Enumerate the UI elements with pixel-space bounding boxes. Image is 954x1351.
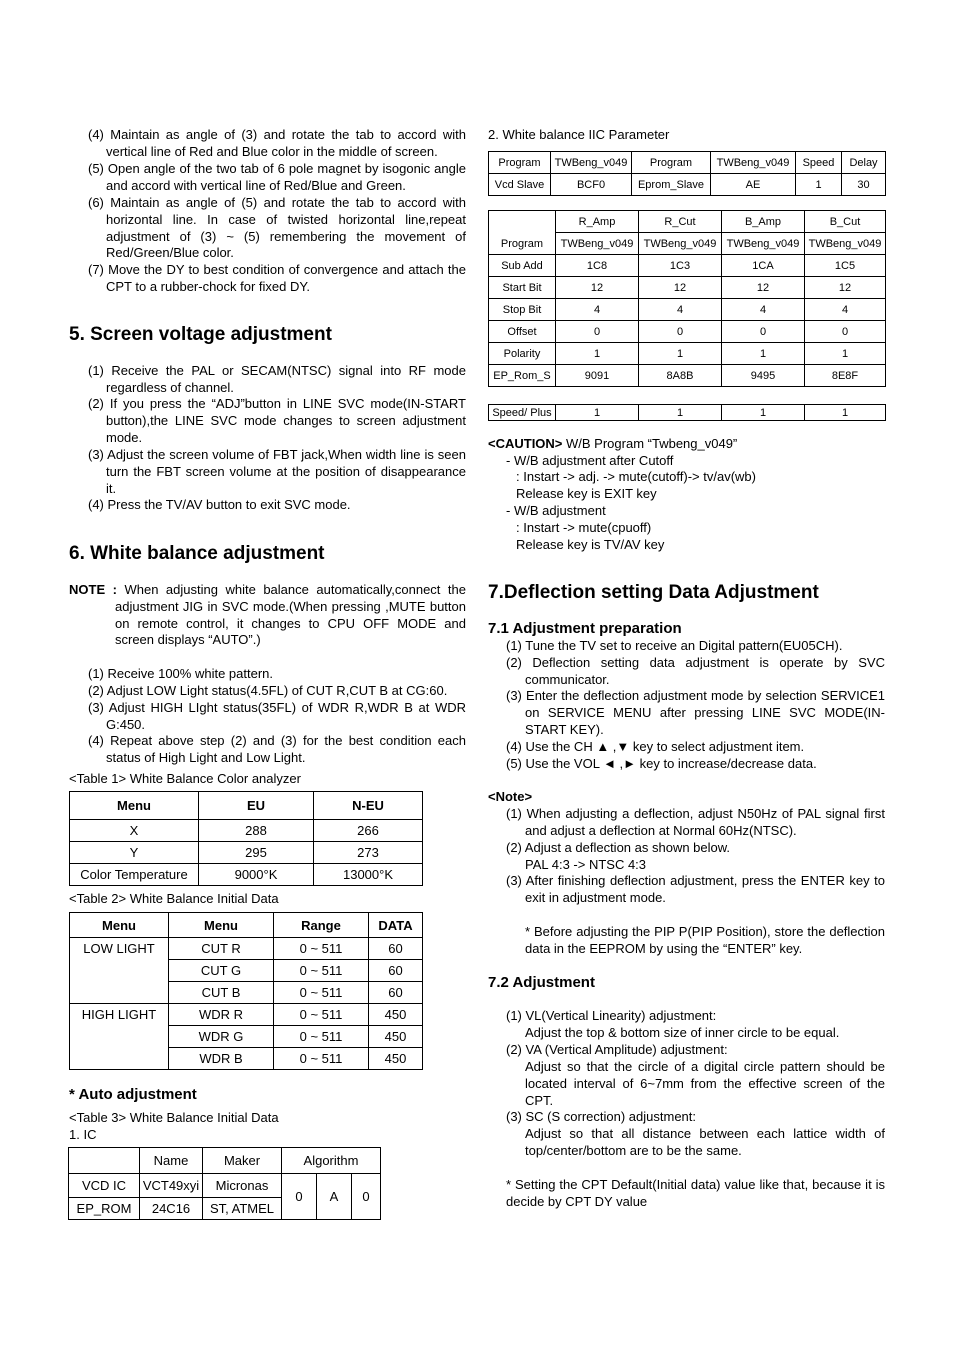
table-cell: 8A8B [639,365,722,387]
table-cell: 1 [796,174,842,196]
table-cell: AE [711,174,796,196]
wb-step-3: (3) Adjust HIGH LIght status(35FL) of WDR R,WDR B at WDR G:450. [88,700,466,732]
table-cell: CUT R [169,938,274,960]
table-cell: 12 [556,277,639,299]
table-cell: 0 [556,321,639,343]
dy-step-4: (4) Maintain as angle of (3) and rotate the tab to accord with vertical line of Red and Blue color in the middle of screen. [88,127,466,159]
table-row [489,277,886,299]
caution-item: : Instart -> mute(cpuoff) [516,520,652,535]
white-balance-heading: 6. White balance adjustment [69,543,325,564]
adj-step-2-head: (2) VA (Vertical Amplitude) adjustment: [506,1042,728,1057]
table-cell: 450 [369,1004,423,1026]
caution-item: - W/B adjustment after Cutoff [506,453,674,468]
table-cell: Stop Bit [489,299,556,321]
table-cell: ST, ATMEL [203,1198,282,1220]
adj-step-3-body: Adjust so that all distance between each lattice width of top/center/bottom are to be the same. [525,1126,885,1158]
param-table [488,210,886,387]
table-row [489,405,886,421]
table-cell: 12 [805,277,886,299]
table-cell: 1 [805,343,886,365]
prep-step-5: (5) Use the VOL ◄ ,► key to increase/decrease data. [506,756,817,771]
table-cell: 4 [722,299,805,321]
table-cell: 295 [199,842,314,864]
table-cell: 0 [639,321,722,343]
sv-step-1: (1) Receive the PAL or SECAM(NTSC) signal into RF mode regardless of channel. [88,363,466,395]
sv-step-2: (2) If you press the “ADJ”button in LINE SVC mode(IN-START button),the LINE SVC mode changes to screen adjustment mode. [88,396,466,445]
param-header: B_Amp [722,211,805,233]
table-cell: 9091 [556,365,639,387]
table-row [489,365,886,387]
table-cell: TWBeng_v049 [722,233,805,255]
adj-step-2-body: Adjust so that the circle of a digital circle pattern should be located interval of 6~7mm from the effective screen of the CPT. [525,1059,885,1108]
table-cell: 13000°K [314,864,423,886]
table-cell: 0 ~ 511 [274,938,369,960]
adjustment-heading: 7.2 Adjustment [488,974,595,991]
table2-header: Menu [70,913,169,938]
table1-header: N-EU [314,792,423,820]
table-cell: 0 ~ 511 [274,1026,369,1048]
table-cell: Program [489,211,556,255]
table-cell: 9495 [722,365,805,387]
table-cell: WDR B [169,1048,274,1070]
table-row [70,820,423,842]
table-cell: 450 [369,1026,423,1048]
table-cell: EP_ROM [69,1198,140,1220]
table-cell: 0 ~ 511 [274,1004,369,1026]
table1-header: Menu [70,792,199,820]
param-header: R_Cut [639,211,722,233]
table-cell: 8E8F [805,365,886,387]
table-cell: 0 [722,321,805,343]
table-cell: 1 [556,405,639,421]
table-group-cell: HIGH LIGHT [70,1004,169,1070]
caution-item: Release key is EXIT key [516,486,657,501]
table-cell: TWBeng_v049 [711,152,796,174]
table2-initial-data [69,912,423,1070]
table-cell: Micronas [203,1174,282,1198]
wb-step-2: (2) Adjust LOW Light status(4.5FL) of CUT R,CUT B at CG:60. [88,683,448,698]
table2-header: Menu [169,913,274,938]
table-cell: 1C8 [556,255,639,277]
table-row [489,152,886,174]
table-group-cell: LOW LIGHT [70,938,169,1004]
table-cell: 0 ~ 511 [274,1048,369,1070]
table-cell: 30 [842,174,886,196]
table-cell: Start Bit [489,277,556,299]
table-cell: 12 [722,277,805,299]
dy-step-7: (7) Move the DY to best condition of convergence and attach the CPT to a rubber-chock for fixed DY. [88,262,466,294]
table-cell: 450 [369,1048,423,1070]
table-cell: TWBeng_v049 [556,233,639,255]
note-step-3: (3) After finishing deflection adjustment, press the ENTER key to exit in adjustment mode. [506,873,885,905]
caution-item: - W/B adjustment [506,503,606,518]
prep-step-1: (1) Tune the TV set to receive an Digital pattern(EU05CH). [506,638,843,653]
table-cell: Speed/ Plus [489,405,556,421]
table-cell: 60 [369,982,423,1004]
table-cell: Color Temperature [70,864,199,886]
table-cell: Program [632,152,711,174]
table-cell: CUT B [169,982,274,1004]
table-cell: 4 [639,299,722,321]
wb-note: NOTE : When adjusting white balance automatically,connect the adjustment JIG in SVC mode.(When pressing ,MUTE button on remote control, it changes to CPU OFF MODE and screen displays “AUTO”.) [69,582,466,648]
caution-item: : Instart -> adj. -> mute(cutoff)-> tv/av(wb) [516,469,756,484]
wb-step-4: (4) Repeat above step (2) and (3) for the best condition each status of High Light and Low Light. [88,733,466,765]
table-cell: Y [70,842,199,864]
dy-step-6: (6) Maintain as angle of (5) and rotate the tab to accord with horizontal line. In case of twisted horizontal line,repeat adjustment of (3) ~ (5) remembering the movement of Red/Green/Blue color. [88,195,466,261]
table3-header: Maker [203,1148,282,1174]
table-row [69,1174,381,1198]
iic-table [488,151,886,196]
note-step-1: (1) When adjusting a deflection, adjust N50Hz of PAL signal first and adjust a deflection at Normal 60Hz(NTSC). [506,806,885,838]
param-header: B_Cut [805,211,886,233]
table1-color-analyzer [69,791,423,886]
table-cell: Program [489,152,551,174]
wb-step-1: (1) Receive 100% white pattern. [88,666,273,681]
table-row [70,864,423,886]
prep-step-3: (3) Enter the deflection adjustment mode by selection SERVICE1 on SERVICE MENU after pressing LINE SVC MODE(IN-START KEY). [506,688,885,737]
table-cell: 1CA [722,255,805,277]
ic-label: 1. IC [69,1127,97,1142]
dy-step-5: (5) Open angle of the two tab of 6 pole magnet by isogonic angle and accord with vertical line of Red/Blue and Green. [88,161,466,193]
table2-caption: <Table 2> White Balance Initial Data [69,891,279,906]
sv-step-4: (4) Press the TV/AV button to exit SVC mode. [88,497,351,512]
table-row [70,842,423,864]
note-label: <Note> [488,789,533,804]
table-cell: A [317,1174,352,1220]
table-cell: TWBeng_v049 [805,233,886,255]
table-row [489,174,886,196]
prep-step-2: (2) Deflection setting data adjustment is operate by SVC communicator. [506,655,885,687]
table-cell: 0 ~ 511 [274,982,369,1004]
table-cell: 1 [639,405,722,421]
table-cell: VCD IC [69,1174,140,1198]
table3-header: Algorithm [282,1148,381,1174]
table-cell: 24C16 [140,1198,203,1220]
table-cell: 1C5 [805,255,886,277]
table-cell: 0 [805,321,886,343]
table-cell: TWBeng_v049 [551,152,632,174]
table-cell: 60 [369,960,423,982]
table-cell: 0 [282,1174,317,1220]
table-cell: 0 [352,1174,381,1220]
table-cell: Speed [796,152,842,174]
table-row [489,343,886,365]
table-cell: 1 [556,343,639,365]
footer-note: * Setting the CPT Default(Initial data) value like that, because it is decide by CPT DY value [506,1177,885,1209]
table3-header: Name [140,1148,203,1174]
table-row [489,299,886,321]
table-cell: 266 [314,820,423,842]
table-row [489,255,886,277]
sv-step-3: (3) Adjust the screen volume of FBT jack,When width line is seen turn the FBT screen volume at the position of disappearance it. [88,447,466,496]
table-cell: 60 [369,938,423,960]
table-cell: Sub Add [489,255,556,277]
table-cell: 1 [805,405,886,421]
prep-step-4: (4) Use the CH ▲ ,▼ key to select adjustment item. [506,739,805,754]
table-cell: X [70,820,199,842]
note-step-2: (2) Adjust a deflection as shown below. [506,840,731,855]
table-cell: 1C3 [639,255,722,277]
table-cell: 9000°K [199,864,314,886]
table-row [70,938,423,960]
adj-step-3-head: (3) SC (S correction) adjustment: [506,1109,697,1124]
table-cell: BCF0 [551,174,632,196]
caution-line: <CAUTION> W/B Program “Twbeng_v049” [488,436,738,451]
table-cell: Vcd Slave [489,174,551,196]
param-header: R_Amp [556,211,639,233]
table-cell: 1 [722,405,805,421]
table-cell: WDR G [169,1026,274,1048]
table-cell: 1 [639,343,722,365]
deflection-heading: 7.Deflection setting Data Adjustment [488,582,819,603]
prep-heading: 7.1 Adjustment preparation [488,620,682,637]
iic-title: 2. White balance IIC Parameter [488,127,670,142]
table-cell: EP_Rom_S [489,365,556,387]
table-cell: VCT49xyi [140,1174,203,1198]
table1-header: EU [199,792,314,820]
adj-step-1-body: Adjust the top & bottom size of inner circle to be equal. [525,1025,840,1040]
table-row [70,1004,423,1026]
screen-voltage-heading: 5. Screen voltage adjustment [69,324,332,345]
note-sub: PAL 4:3 -> NTSC 4:3 [525,857,647,872]
table-cell: WDR R [169,1004,274,1026]
table-cell: CUT G [169,960,274,982]
table2-header: Range [274,913,369,938]
caution-item: Release key is TV/AV key [516,537,665,552]
table-cell: Eprom_Slave [632,174,711,196]
table-cell: 4 [805,299,886,321]
table-cell: 12 [639,277,722,299]
table-row [489,321,886,343]
table-cell: Delay [842,152,886,174]
adj-step-1-head: (1) VL(Vertical Linearity) adjustment: [506,1008,717,1023]
table1-caption: <Table 1> White Balance Color analyzer [69,771,301,786]
table-cell-empty [69,1148,140,1174]
table-cell: 288 [199,820,314,842]
table-cell: 273 [314,842,423,864]
table3-caption: <Table 3> White Balance Initial Data [69,1110,279,1125]
table-cell: Offset [489,321,556,343]
table-cell: 0 ~ 511 [274,960,369,982]
table-cell: TWBeng_v049 [639,233,722,255]
table3-ic [68,1147,381,1220]
table-cell: 1 [722,343,805,365]
table2-header: DATA [369,913,423,938]
pip-note: * Before adjusting the PIP P(PIP Position), store the deflection data in the EEPROM by using the “ENTER” key. [525,924,885,956]
table-cell: Polarity [489,343,556,365]
auto-adjustment-heading: * Auto adjustment [69,1086,197,1103]
speed-plus-table [488,404,886,421]
table-cell: 4 [556,299,639,321]
